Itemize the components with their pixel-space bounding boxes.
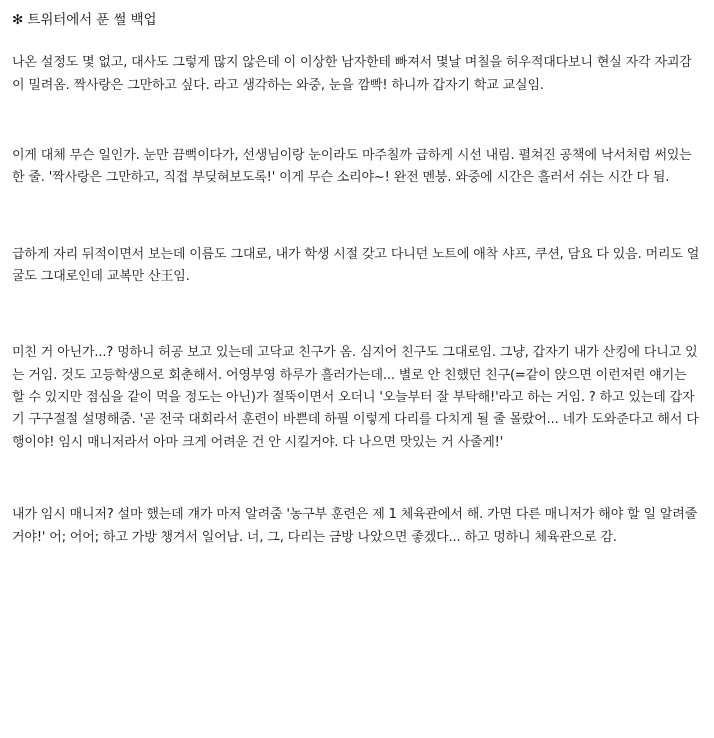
paragraph: 급하게 자리 뒤적이면서 보는데 이름도 그대로, 내가 학생 시절 갖고 다니던 노트에 애착 샤프, 쿠션, 담요 다 있음. 머리도 얼굴도 그대로인데 교복만 산王임. [12,246,700,285]
paragraph: 내가 임시 매니저? 설마 했는데 걔가 마저 알려줌 '농구부 훈련은 제 1 체육관에서 해. 가면 다른 매니저가 해야 할 일 알려줄 거야!' 어; 어어; 하고 가방 챙겨서 일어남. 너, 그, 다리는 금방 나았으면 좋겠다... 하고 멍하니 체육관으로 감. [12,507,698,545]
page-title: ✻ 트위터에서 푼 썰 백업 [12,12,157,28]
paragraph: 나온 설정도 몇 없고, 대사도 그렇게 많지 않은데 이 이상한 남자한테 빠져서 몇날 며칠을 허우적대다보니 현실 자각 자괴감이 밀려옴. 짝사랑은 그만하고 싶다. 라고 생각하는 와중, 눈을 깜빡! 하니까 갑자기 학교 교실임. [12,55,692,93]
paragraph: 미친 거 아닌가...? 멍하니 허공 보고 있는데 고닥교 친구가 옴. 심지어 친구도 그대로임. 그냥, 갑자기 내가 산킹에 다니고 있는 거임. 것도 고등학생으로 회춘해서. 어영부영 하루가 흘러가는데... 별로 안 친했던 친구(=같이 앉으면 이런저런 얘기는 할 수 있지만 점심을 같이 먹을 정도는 아닌)가 절뚝이면서 오더니 '오늘부터 잘 부탁해!'라고 하는 거임. ? 하고 있는데 갑자기 구구절절 설명해줌. '곧 전국 대회라서 훈련이 바쁜데 하필 이렇게 다리를 다치게 될 줄 몰랐어... 네가 도와준다고 해서 다행이야! 임시 매니저라서 아마 크게 어려운 건 안 시킬거야. 다 나으면 맛있는 거 사줄게!' [12,345,699,450]
paragraph: 이게 대체 무슨 일인가. 눈만 끔뻑이다가, 선생님이랑 눈이라도 마주칠까 급하게 시선 내림. 펼쳐진 공책에 낙서처럼 써있는 한 줄. '짝사랑은 그만하고, 직접 부딪혀보도록!' 이게 무슨 소리야~! 완전 멘붕. 와중에 시간은 흘러서 쉬는 시간 다 됨. [12,147,692,186]
